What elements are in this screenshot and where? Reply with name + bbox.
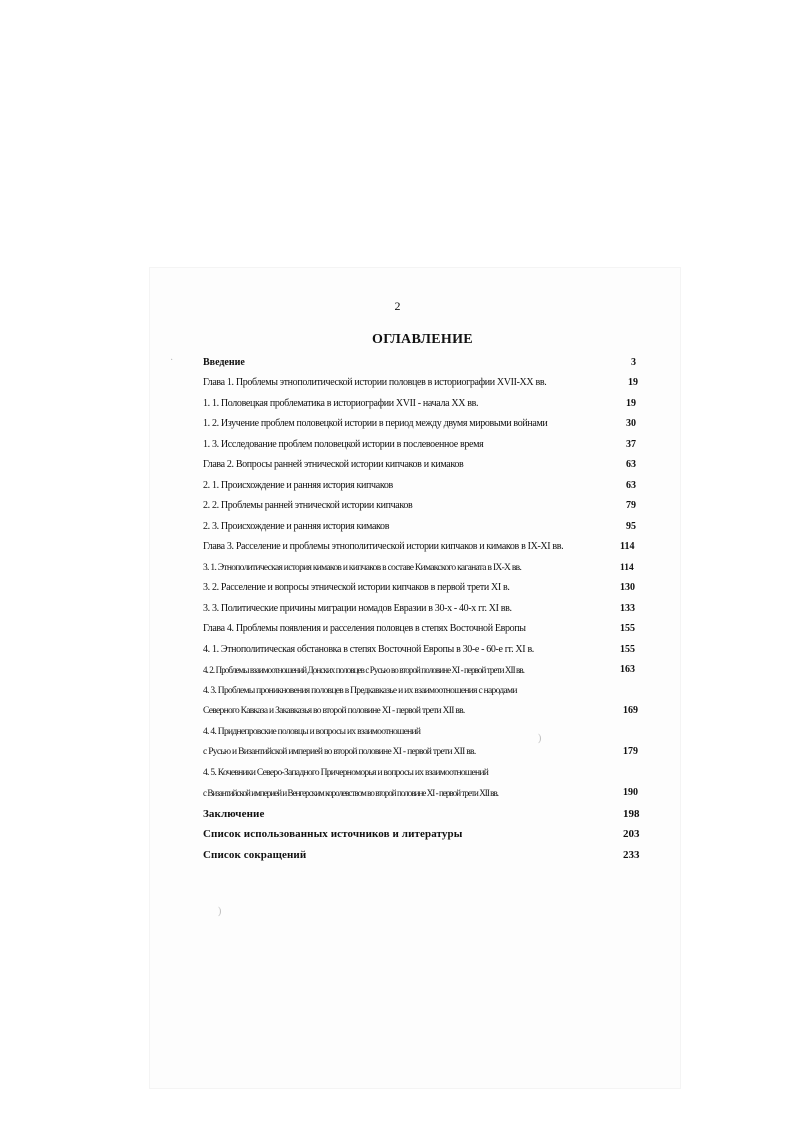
toc-entry-page: 133 (620, 603, 635, 614)
scan-speck: · (170, 355, 174, 366)
toc-entry-page: 3 (631, 357, 636, 368)
toc-entry-chapter-1 (203, 375, 643, 391)
toc-entry-page: 19 (628, 377, 638, 388)
toc-entry-title: Заключение (203, 808, 265, 820)
scanned-page (150, 268, 680, 1088)
toc-entry-chapter-4 (203, 621, 643, 637)
toc-entry-title: 4. 4. Приднепровские половцы и вопросы их взаимоотношений (203, 727, 421, 737)
toc-entry-section (203, 580, 643, 596)
toc-entry-section-continued (203, 703, 643, 719)
toc-entry-title: Список использованных источников и литературы (203, 828, 463, 840)
toc-entry-section (203, 601, 643, 617)
toc-entry-title: 4. 3. Проблемы проникновения половцев в Предкавказье и их взаимоотношения с народами (203, 686, 517, 696)
toc-entry-page: 163 (620, 664, 635, 675)
toc-entry-page: 203 (623, 828, 640, 840)
toc-entry-page: 37 (626, 439, 636, 450)
toc-entry-section (203, 519, 643, 535)
toc-entry-chapter-3 (203, 539, 643, 555)
toc-entry-title: Введение (203, 357, 245, 368)
toc-entry-page: 169 (623, 705, 638, 716)
scan-speck: ) (218, 906, 222, 917)
toc-entry-section (203, 765, 643, 781)
toc-entry-page: 155 (620, 623, 635, 634)
scan-speck: ) (538, 733, 542, 744)
toc-entry-section (203, 416, 643, 432)
toc-entry-section-continued (203, 744, 643, 760)
toc-entry-title: 4. 2. Проблемы взаимоотношений Донских половцев с Русью во второй половине XI - первой трети XII вв. (203, 665, 525, 675)
toc-entry-page: 114 (620, 563, 634, 573)
toc-entry-title: Глава 4. Проблемы появления и расселения половцев в степях Восточной Европы (203, 623, 526, 634)
toc-entry-section (203, 498, 643, 514)
toc-entry-section (203, 396, 643, 412)
toc-entry-title: 3. 1. Этнополитическая история кимаков и кипчаков в составе Кимакского каганата в IX-X вв. (203, 563, 522, 573)
toc-entry-chapter-2 (203, 457, 643, 473)
toc-entry-page: 179 (623, 746, 638, 757)
toc-entry-title: 1. 3. Исследование проблем половецкой истории в послевоенное время (203, 439, 484, 450)
toc-entry-page: 30 (626, 418, 636, 429)
toc-entry-page: 95 (626, 521, 636, 532)
toc-entry-title: 2. 1. Происхождение и ранняя история кипчаков (203, 480, 393, 491)
toc-entry-bibliography (203, 826, 643, 842)
toc-entry-abbreviations (203, 847, 643, 863)
toc-entry-title: с Византийской империей и Венгерским королевством во второй половине XI - первой трети XII вв. (203, 788, 499, 798)
toc-entry-page: 79 (626, 500, 636, 511)
toc-entry-title: Глава 3. Расселение и проблемы этнополитической истории кипчаков и кимаков в IX-XI вв. (203, 541, 564, 552)
toc-entry-title: 2. 3. Происхождение и ранняя история кимаков (203, 521, 390, 532)
toc-entry-title: с Русью и Византийской империей во второй половине XI - первой трети XII вв. (203, 747, 476, 757)
toc-entry-title: 3. 3. Политические причины миграции номадов Евразии в 30-х - 40-х гг. XI вв. (203, 603, 512, 614)
toc-entry-section (203, 560, 643, 576)
toc-entry-section (203, 683, 643, 699)
toc-entry-section (203, 662, 643, 678)
toc-entry-title: Глава 2. Вопросы ранней этнической истории кипчаков и кимаков (203, 459, 464, 470)
toc-entry-page: 63 (626, 459, 636, 470)
toc-entry-title: Список сокращений (203, 849, 307, 861)
toc-entry-title: 2. 2. Проблемы ранней этнической истории кипчаков (203, 500, 413, 511)
toc-entry-page: 155 (620, 644, 635, 655)
toc-entry-title: 1. 1. Половецкая проблематика в историографии XVII - начала XX вв. (203, 398, 479, 409)
toc-entry-title: 3. 2. Расселение и вопросы этнической истории кипчаков в первой трети XI в. (203, 582, 510, 593)
page-number: 2 (394, 299, 401, 313)
toc-entry-title: 4. 5. Кочевники Северо-Западного Причерноморья и вопросы их взаимоотношений (203, 768, 489, 778)
toc-entry-title: 1. 2. Изучение проблем половецкой истории в период между двумя мировыми войнами (203, 418, 548, 429)
toc-entry-page: 198 (623, 808, 640, 820)
toc-entry-section (203, 724, 643, 740)
toc-title: ОГЛАВЛЕНИЕ (372, 332, 473, 347)
toc-entry-title: 4. 1. Этнополитическая обстановка в степях Восточной Европы в 30-е - 60-е гг. XI в. (203, 644, 534, 655)
toc-entry-page: 19 (626, 398, 636, 409)
toc-entry-page: 233 (623, 849, 640, 861)
toc-entry-title: Глава 1. Проблемы этнополитической истории половцев в историографии XVII-XX вв. (203, 377, 547, 388)
toc-entry-section (203, 478, 643, 494)
toc-entry-conclusion (203, 806, 643, 822)
toc-entry-page: 130 (620, 582, 635, 593)
toc-entry-page: 190 (623, 787, 638, 798)
toc-entry-page: 63 (626, 480, 636, 491)
toc-entry-page: 114 (620, 541, 635, 552)
toc-entry-section-continued (203, 785, 643, 801)
toc-entry-section (203, 642, 643, 658)
toc-entry-title: Северного Кавказа и Закавказья во второй половине XI - первой трети XII вв. (203, 706, 465, 716)
toc-entry-section (203, 437, 643, 453)
toc-entry-introduction (203, 355, 643, 371)
